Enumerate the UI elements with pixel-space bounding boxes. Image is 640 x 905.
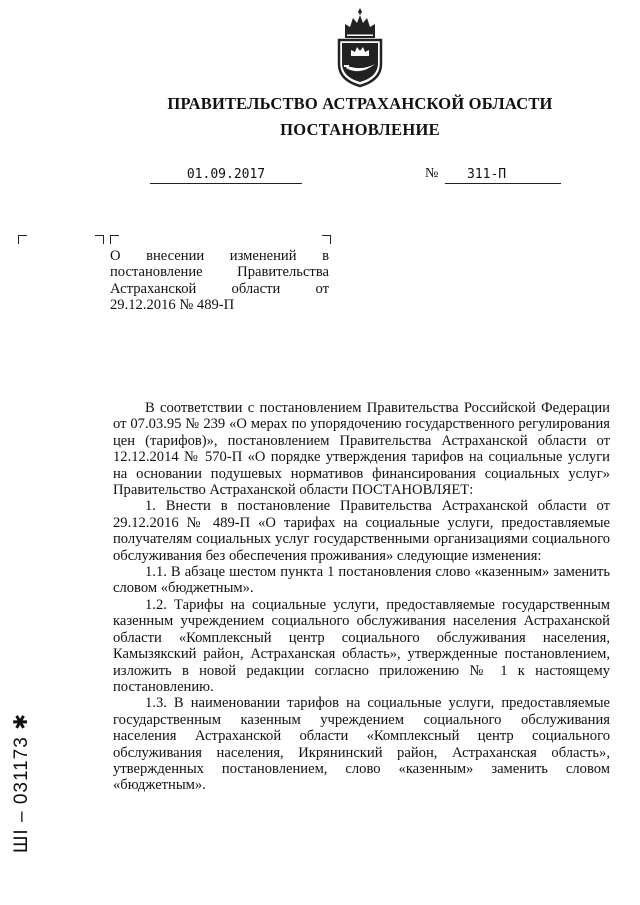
document-body xyxy=(113,400,610,794)
corner-mark-middle-left xyxy=(95,235,104,244)
coat-of-arms-emblem xyxy=(331,6,389,88)
document-subject: О внесении изменений в постановление Правительства Астраханской области от 29.12.2016 № 489-П xyxy=(110,248,329,314)
number-label: № xyxy=(425,166,439,181)
corner-mark-left xyxy=(18,235,27,244)
body-item-1-1: 1.1. В абзаце шестом пункта 1 постановления слово «казенным» заменить словом «бюджетным». xyxy=(113,564,610,597)
document-number: 311-П xyxy=(445,167,561,184)
corner-mark-middle-right xyxy=(110,235,119,244)
body-item-1-2: 1.2. Тарифы на социальные услуги, предоставляемые государственным казенным учреждением социального обслуживания населения Астраханской области «Комплексный центр социального обслуживания населения, Камызякский район, Астраханская область», утвержденные постановлением, изложить в новой редакции согласно приложению № 1 к настоящему постановлению. xyxy=(113,596,610,695)
corner-mark-right xyxy=(322,235,331,244)
document-date: 01.09.2017 xyxy=(150,167,302,184)
body-item-1: 1. Внести в постановление Правительства Астраханской области от 29.12.2016 № 489-П «О тарифах на социальные услуги, предоставляемые получателям социальных услуг государственными организациями социального обслуживания без обеспечения проживания» следующие изменения: xyxy=(113,498,610,564)
organization-title: ПРАВИТЕЛЬСТВО АСТРАХАНСКОЙ ОБЛАСТИ xyxy=(167,94,553,113)
document-type-title: ПОСТАНОВЛЕНИЕ xyxy=(280,120,440,139)
margin-serial-stamp: ШІ – 031173 ✱ xyxy=(11,712,32,853)
body-intro-paragraph: В соответствии с постановлением Правительства Российской Федерации от 07.03.95 № 239 «О мерах по упорядочению государственного регулирования цен (тарифов)», постановлением Правительства Астраханской области от 12.12.2014 № 570-П «О порядке утверждения тарифов на социальные услуги на основании подушевых нормативов финансирования социальных услуг» Правительство Астраханской области ПОСТАНОВЛЯЕТ: xyxy=(113,400,610,499)
body-item-1-3: 1.3. В наименовании тарифов на социальные услуги, предоставляемые государственным казенным учреждением социального обслуживания населения Астраханской области «Комплексный центр социального обслуживания населения, Икрянинский район, Астраханская область», утвержденных постановлением, слово «казенным» заменить словом «бюджетным». xyxy=(113,695,610,794)
